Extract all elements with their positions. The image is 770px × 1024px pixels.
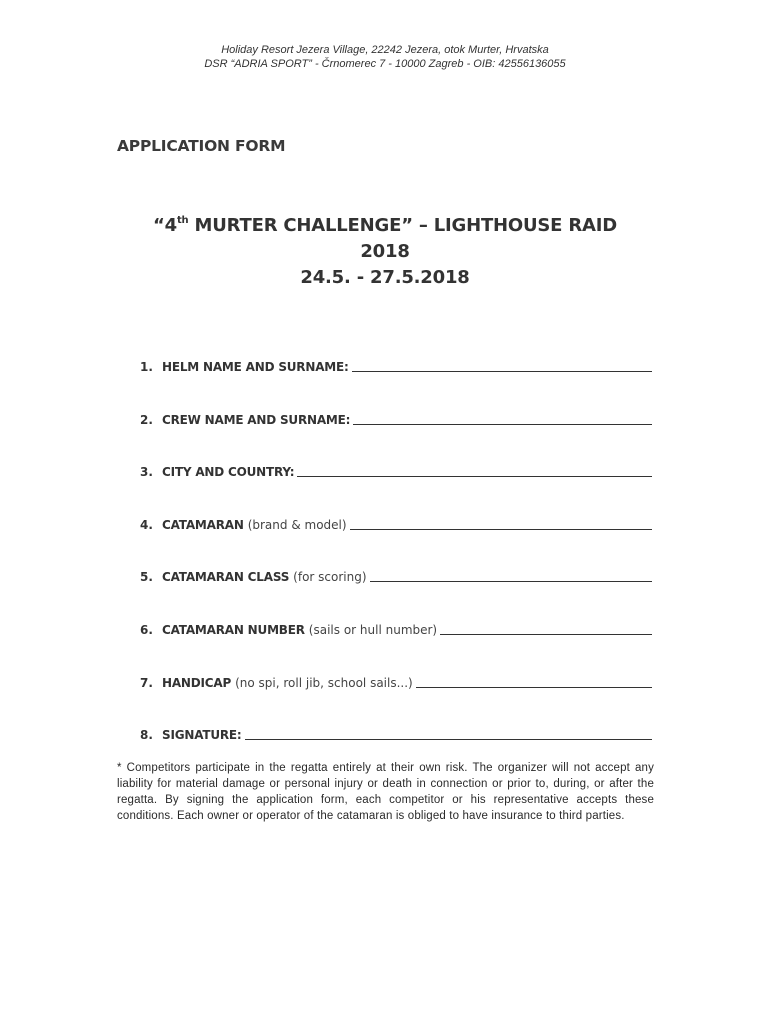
fill-line[interactable] xyxy=(350,528,652,530)
field-label: CREW NAME AND SURNAME: xyxy=(162,413,351,427)
field-number: 3. xyxy=(140,465,153,479)
field-signature[interactable] xyxy=(140,724,652,742)
field-hint: (for scoring) xyxy=(293,570,367,584)
field-label: HANDICAP xyxy=(162,676,232,690)
field-hint: (brand & model) xyxy=(247,518,347,532)
field-number: 2. xyxy=(140,413,153,427)
field-city-country[interactable] xyxy=(140,461,652,479)
field-label: SIGNATURE: xyxy=(162,728,242,742)
header-address-line: Holiday Resort Jezera Village, 22242 Jezera, otok Murter, Hrvatska xyxy=(221,44,549,56)
event-year: 2018 xyxy=(360,241,410,262)
field-number: 7. xyxy=(140,676,153,690)
field-number: 8. xyxy=(140,728,153,742)
field-hint: (no spi, roll jib, school sails...) xyxy=(235,676,413,690)
fill-line[interactable] xyxy=(416,686,652,688)
field-number: 4. xyxy=(140,518,153,532)
field-number: 5. xyxy=(140,570,153,584)
field-helm-name[interactable] xyxy=(140,356,652,374)
fill-line[interactable] xyxy=(370,580,652,582)
fill-line[interactable] xyxy=(352,370,652,372)
header-company-line: DSR “ADRIA SPORT” - Črnomerec 7 - 10000 Zagreb - OIB: 42556136055 xyxy=(204,58,566,70)
field-label: CATAMARAN xyxy=(162,518,244,532)
field-crew-name[interactable] xyxy=(140,409,652,427)
event-title-suffix: MURTER CHALLENGE” – LIGHTHOUSE RAID xyxy=(188,215,617,236)
field-label: CATAMARAN CLASS xyxy=(162,570,290,584)
event-title-sup: th xyxy=(176,215,189,226)
field-catamaran-number[interactable] xyxy=(140,619,652,637)
event-title-prefix: “4 xyxy=(153,215,177,236)
field-label: CATAMARAN NUMBER xyxy=(162,623,305,637)
field-number: 1. xyxy=(140,360,153,374)
event-title xyxy=(0,208,770,239)
field-hint: (sails or hull number) xyxy=(308,623,438,637)
field-handicap[interactable] xyxy=(140,672,652,690)
fill-line[interactable] xyxy=(297,475,652,477)
field-catamaran-class[interactable] xyxy=(140,566,652,584)
field-label: HELM NAME AND SURNAME: xyxy=(162,360,349,374)
field-catamaran[interactable] xyxy=(140,514,652,532)
disclaimer-text: * Competitors participate in the regatta entirely at their own risk. The organizer will not accept any liability for material damage or personal injury or death in connection or prior to, during, or after the regatta. By signing the application form, each competitor or his representative accepts these conditions. Each owner or operator of the catamaran is obliged to have insurance to third parties. xyxy=(117,762,654,822)
fill-line[interactable] xyxy=(353,423,652,425)
fill-line[interactable] xyxy=(440,633,652,635)
event-dates: 24.5. - 27.5.2018 xyxy=(300,267,470,288)
fill-line[interactable] xyxy=(245,738,652,740)
field-label: CITY AND COUNTRY: xyxy=(162,465,295,479)
event-title-block xyxy=(0,208,770,291)
field-number: 6. xyxy=(140,623,153,637)
form-title: APPLICATION FORM xyxy=(117,137,286,155)
